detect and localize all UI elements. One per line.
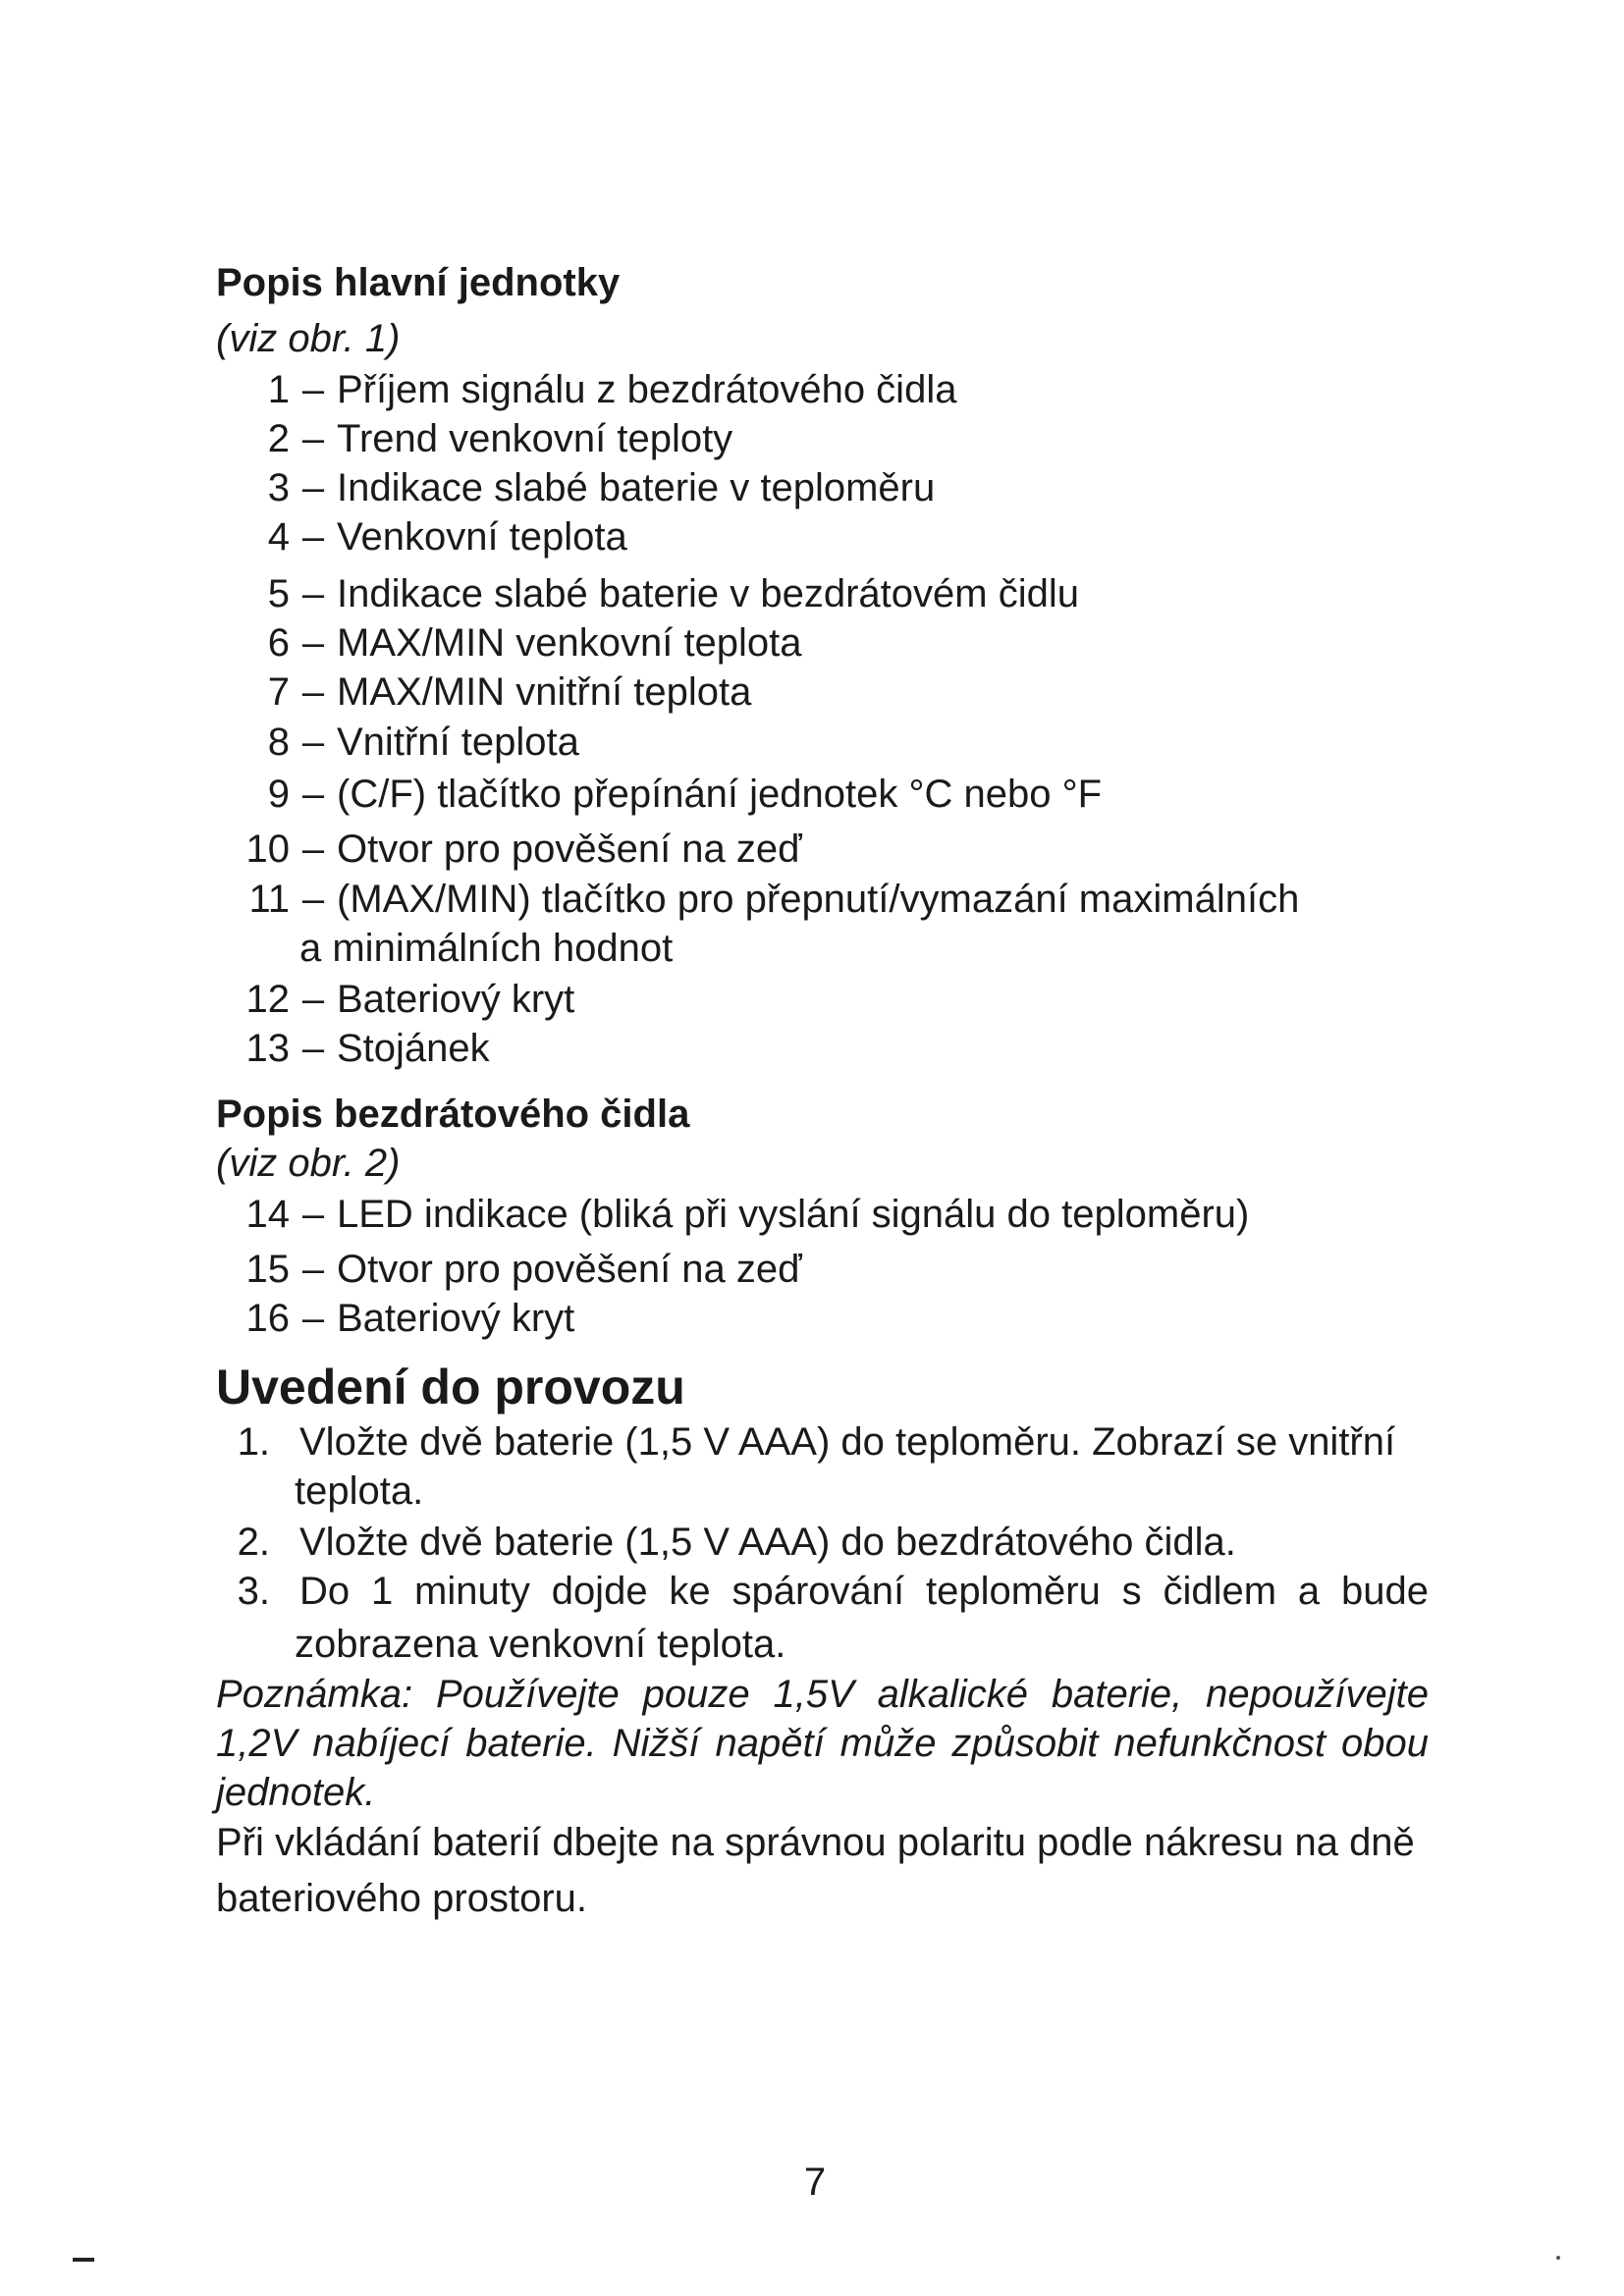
polarity-paragraph-line: Při vkládání baterií dbejte na správnou polaritu podle nákresu na dně — [216, 1821, 1415, 1864]
list-item: 7 – MAX/MIN vnitřní teplota — [196, 667, 1434, 717]
step-number: 3. — [237, 1570, 270, 1613]
list-item: 16 – Bateriový kryt — [196, 1294, 1434, 1343]
list-item: 3 – Indikace slabé baterie v teploměru — [196, 463, 1434, 512]
item-text: Indikace slabé baterie v bezdrátovém čidlu — [337, 572, 1079, 615]
page-number: 7 — [803, 2161, 827, 2204]
item-text: Bateriový kryt — [337, 1297, 575, 1340]
item-number: 15 — [245, 1248, 290, 1291]
item-text: (C/F) tlačítko přepínání jednotek °C nebo °F — [337, 773, 1103, 816]
item-text: Stojánek — [337, 1027, 490, 1070]
item-number: 4 — [267, 515, 290, 559]
step-text: Do 1 minuty dojde ke spárování teploměru s čidlem a bude — [299, 1570, 1429, 1613]
note-line: 1,2V nabíjecí baterie. Nižší napětí může způsobit nefunkčnost obou — [216, 1722, 1429, 1765]
item-number: 8 — [267, 721, 290, 764]
polarity-paragraph-line: bateriového prostoru. — [216, 1877, 588, 1920]
main-unit-figure-ref: (viz obr. 1) — [216, 317, 401, 360]
list-item: 10 – Otvor pro pověšení na zeď — [196, 825, 1434, 874]
list-item: 12 – Bateriový kryt — [196, 975, 1434, 1024]
item-number: 14 — [245, 1193, 290, 1236]
item-number: 10 — [245, 828, 290, 871]
item-number: 1 — [267, 368, 290, 411]
step-text: Vložte dvě baterie (1,5 V AAA) do teploměru. Zobrazí se vnitřní — [299, 1420, 1396, 1464]
step-text: Vložte dvě baterie (1,5 V AAA) do bezdrátového čidla. — [299, 1521, 1236, 1564]
item-number: 12 — [245, 978, 290, 1021]
list-item: 9 – (C/F) tlačítko přepínání jednotek °C nebo °F — [196, 770, 1434, 819]
item-number: 3 — [267, 466, 290, 509]
note-line: jednotek. — [216, 1771, 376, 1814]
item-text: MAX/MIN venkovní teplota — [337, 621, 802, 665]
item-text: (MAX/MIN) tlačítko pro přepnutí/vymazání maximálních — [337, 878, 1300, 921]
item-text: Indikace slabé baterie v teploměru — [337, 466, 936, 509]
item-text: MAX/MIN vnitřní teplota — [337, 670, 752, 714]
item-number: 6 — [267, 621, 290, 665]
item-text: Příjem signálu z bezdrátového čidla — [337, 368, 957, 411]
item-text: Venkovní teplota — [337, 515, 627, 559]
item-number: 13 — [245, 1027, 290, 1070]
setup-step-continuation: zobrazena venkovní teplota. — [295, 1623, 786, 1666]
item-text: Otvor pro pověšení na zeď — [337, 1248, 802, 1291]
list-item: 11 – (MAX/MIN) tlačítko pro přepnutí/vymazání maximálních — [196, 875, 1434, 924]
sensor-figure-ref: (viz obr. 2) — [216, 1142, 401, 1185]
item-text: Vnitřní teplota — [337, 721, 579, 764]
item-text: Bateriový kryt — [337, 978, 575, 1021]
step-number: 1. — [237, 1420, 270, 1464]
list-item: 6 – MAX/MIN venkovní teplota — [196, 618, 1434, 667]
list-item: 4 – Venkovní teplota — [196, 512, 1434, 561]
list-item-continuation: a minimálních hodnot — [299, 927, 674, 970]
step-number: 2. — [237, 1521, 270, 1564]
note-line: Poznámka: Používejte pouze 1,5V alkalické baterie, nepoužívejte — [216, 1673, 1429, 1716]
scan-edge-mark — [73, 2258, 94, 2262]
setup-heading: Uvedení do provozu — [216, 1360, 685, 1415]
item-number: 2 — [267, 417, 290, 460]
list-item: 8 – Vnitřní teplota — [196, 718, 1434, 767]
main-unit-heading: Popis hlavní jednotky — [216, 261, 621, 304]
item-number: 11 — [248, 878, 290, 921]
list-item: 15 – Otvor pro pověšení na zeď — [196, 1245, 1434, 1294]
item-number: 9 — [267, 773, 290, 816]
list-item: 5 – Indikace slabé baterie v bezdrátovém čidlu — [196, 569, 1434, 618]
list-item: 1 – Příjem signálu z bezdrátového čidla — [196, 365, 1434, 414]
item-number: 5 — [267, 572, 290, 615]
item-text: Otvor pro pověšení na zeď — [337, 828, 802, 871]
scan-dot-mark — [1556, 2256, 1560, 2260]
sensor-heading: Popis bezdrátového čidla — [216, 1093, 690, 1136]
item-number: 7 — [267, 670, 290, 714]
list-item: 2 – Trend venkovní teploty — [196, 414, 1434, 463]
item-number: 16 — [245, 1297, 290, 1340]
setup-step-continuation: teplota. — [295, 1469, 424, 1513]
item-text: Trend venkovní teploty — [337, 417, 733, 460]
list-item: 13 – Stojánek — [196, 1024, 1434, 1073]
list-item: 14 – LED indikace (bliká při vyslání signálu do teploměru) — [196, 1190, 1434, 1239]
item-text: LED indikace (bliká při vyslání signálu do teploměru) — [337, 1193, 1250, 1236]
